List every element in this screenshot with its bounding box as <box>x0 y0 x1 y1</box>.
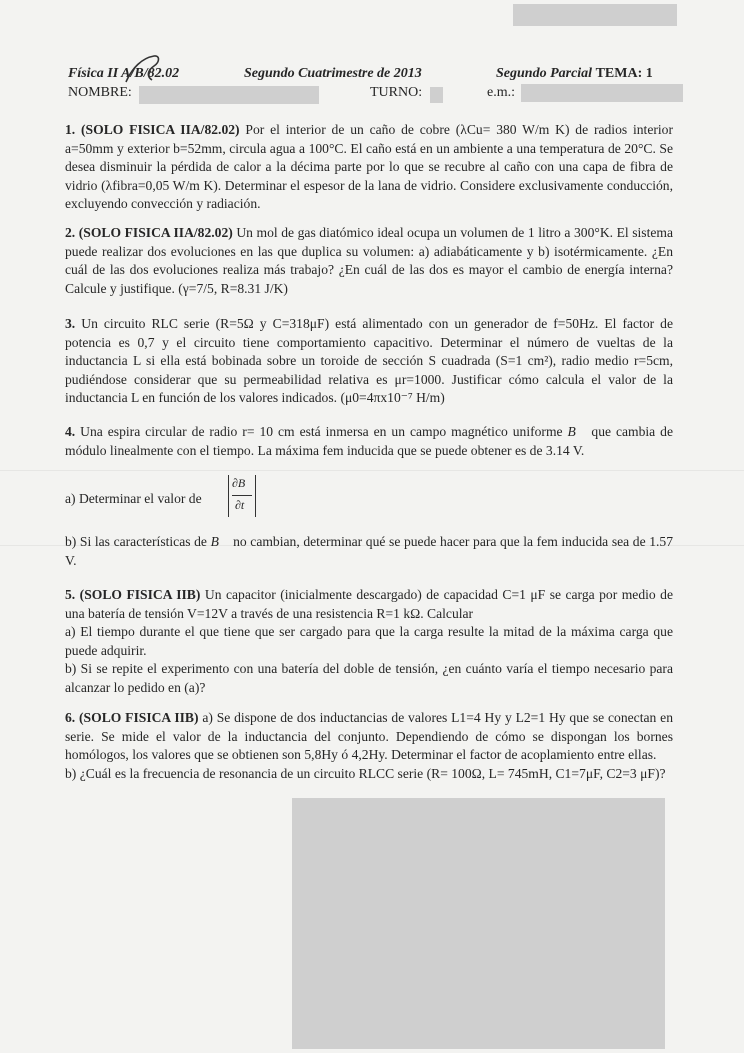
paper-crease <box>0 470 744 471</box>
problem-number: 1. <box>65 122 76 137</box>
problem-4 <box>65 423 673 460</box>
problem-part-a: a) El tiempo durante el que tiene que ser cargado para que la carga resulte la mitad de la máxima carga que puede adquirir. <box>65 624 673 658</box>
problem-text: a) Se dispone de dos inductancias de valores L1=4 Hy y L2=1 Hy que se conectan en serie. Se mide el valor de la inductancia del conjunto. Dependiendo de cómo se dispongan los bornes homólogos, los valores que se obtienen son 5,8Hy ó 4,2Hy. Determinar el factor de acoplamiento entre ellas. <box>65 710 673 763</box>
exam-title <box>496 66 653 82</box>
redacted-turno <box>430 87 443 103</box>
problem-tag: (SOLO FISICA IIA/82.02) <box>81 122 240 137</box>
problem-part-b: b) ¿Cuál es la frecuencia de resonancia de un circuito RLCC serie (R= 100Ω, L= 745mH, C1=7μF, C2=3 μF)? <box>65 765 666 781</box>
abs-bar-left <box>228 475 229 517</box>
problem-text: Por el interior de un caño de cobre (λCu= 380 W/m K) de radios interior a=50mm y exterior b=52mm, circula agua a 100°C. El caño está en un ambiente a una temperatura de 20°C. Se desea disminuir la pérdida de calor a la décima parte por lo que se recubre al caño con una capa de fibra de vidrio (λfibra=0,05 W/m K). Determinar el espesor de la lana de vidrio. Considere exclusivamente conducción, excluyendo convección y radiación. <box>65 122 673 212</box>
part-b-text: b) Si las características de <box>65 534 207 549</box>
redacted-name <box>139 86 319 104</box>
redacted-email <box>521 84 683 102</box>
course-title: Física II A/B/82.02 <box>68 66 180 81</box>
signature-scribble <box>120 50 168 88</box>
nombre-label: NOMBRE: <box>68 85 132 100</box>
problem-1 <box>65 121 673 214</box>
problem-number: 5. <box>65 587 76 602</box>
problem-4-part-a: a) Determinar el valor de <box>65 491 202 506</box>
turno-label: TURNO: <box>370 85 423 100</box>
problem-2 <box>65 224 673 298</box>
problem-tag: (SOLO FISICA IIA/82.02) <box>78 225 233 240</box>
problem-tag: (SOLO FISICA IIB) <box>79 710 199 725</box>
problem-text-cont: que cambia de módulo linealmente con el tiempo. La máxima fem inducida que se puede obtener es de 3.14 V. <box>65 424 674 458</box>
problem-number: 4. <box>65 424 76 439</box>
vector-b-symbol: B⃗ <box>567 424 587 439</box>
problem-4-part-b <box>65 533 673 570</box>
exam-name: Segundo Parcial <box>496 66 593 81</box>
term-label: Segundo Cuatrimestre de 2013 <box>244 66 422 81</box>
tema-label: TEMA: 1 <box>595 66 653 81</box>
problem-tag: (SOLO FISICA IIB) <box>79 587 201 602</box>
problem-5 <box>65 586 673 698</box>
problem-text: Un circuito RLC serie (R=5Ω y C=318μF) está alimentado con un generador de f=50Hz. El factor de potencia es 0,7 y el circuito tiene comportamiento capacitivo. Determinar el número de vueltas de la inductancia L si ella está bobinada sobre un toroide de sección S cuadrada (S=1 cm²), radio medio r=5cm, pudiéndose considerar que su permeabilidad relativa es μr=1000. Justificar cómo calcula el valor de la inductancia L en función de los valores indicados. (μ0=4πx10⁻⁷ H/m) <box>65 316 674 406</box>
part-b-text-cont: no cambian, determinar qué se puede hacer para que la fem inducida sea de 1.57 V. <box>65 534 673 568</box>
problem-text: Un capacitor (inicialmente descargado) de capacidad C=1 μF se carga por medio de una batería de tensión V=12V a través de una resistencia R=1 kΩ. Calcular <box>65 587 673 621</box>
redacted-bottom <box>292 798 665 1049</box>
problem-number: 3. <box>65 316 76 331</box>
problem-part-b: b) Si se repite el experimento con una batería del doble de tensión, ¿en cuánto varía el tiempo necesario para alcanzar lo pedido en (a)? <box>65 661 673 695</box>
fraction-line <box>232 495 252 496</box>
problem-3 <box>65 315 673 408</box>
em-label: e.m.: <box>487 85 515 100</box>
vector-b-symbol: B⃗ <box>210 534 230 549</box>
problem-number: 6. <box>65 710 76 725</box>
fraction-numerator: ∂B⃗ <box>232 476 255 490</box>
fraction-denominator: ∂t <box>235 498 245 512</box>
problem-number: 2. <box>65 225 76 240</box>
problem-text: Un mol de gas diatómico ideal ocupa un volumen de 1 litro a 300°K. El sistema puede realizar dos evoluciones en las que duplica su volumen: a) adiabáticamente y b) isotérmicamente. ¿En cuál de las dos evoluciones realiza más trabajo? ¿En cuál de las dos es mayor el cambio de energía interna? Calcule y justifique. (γ=7/5, R=8.31 J/K) <box>65 225 673 296</box>
problem-6 <box>65 709 673 783</box>
abs-bar-right <box>255 475 256 517</box>
redacted-top <box>513 4 677 26</box>
problem-text: Una espira circular de radio r= 10 cm está inmersa en un campo magnético uniforme <box>80 424 563 439</box>
